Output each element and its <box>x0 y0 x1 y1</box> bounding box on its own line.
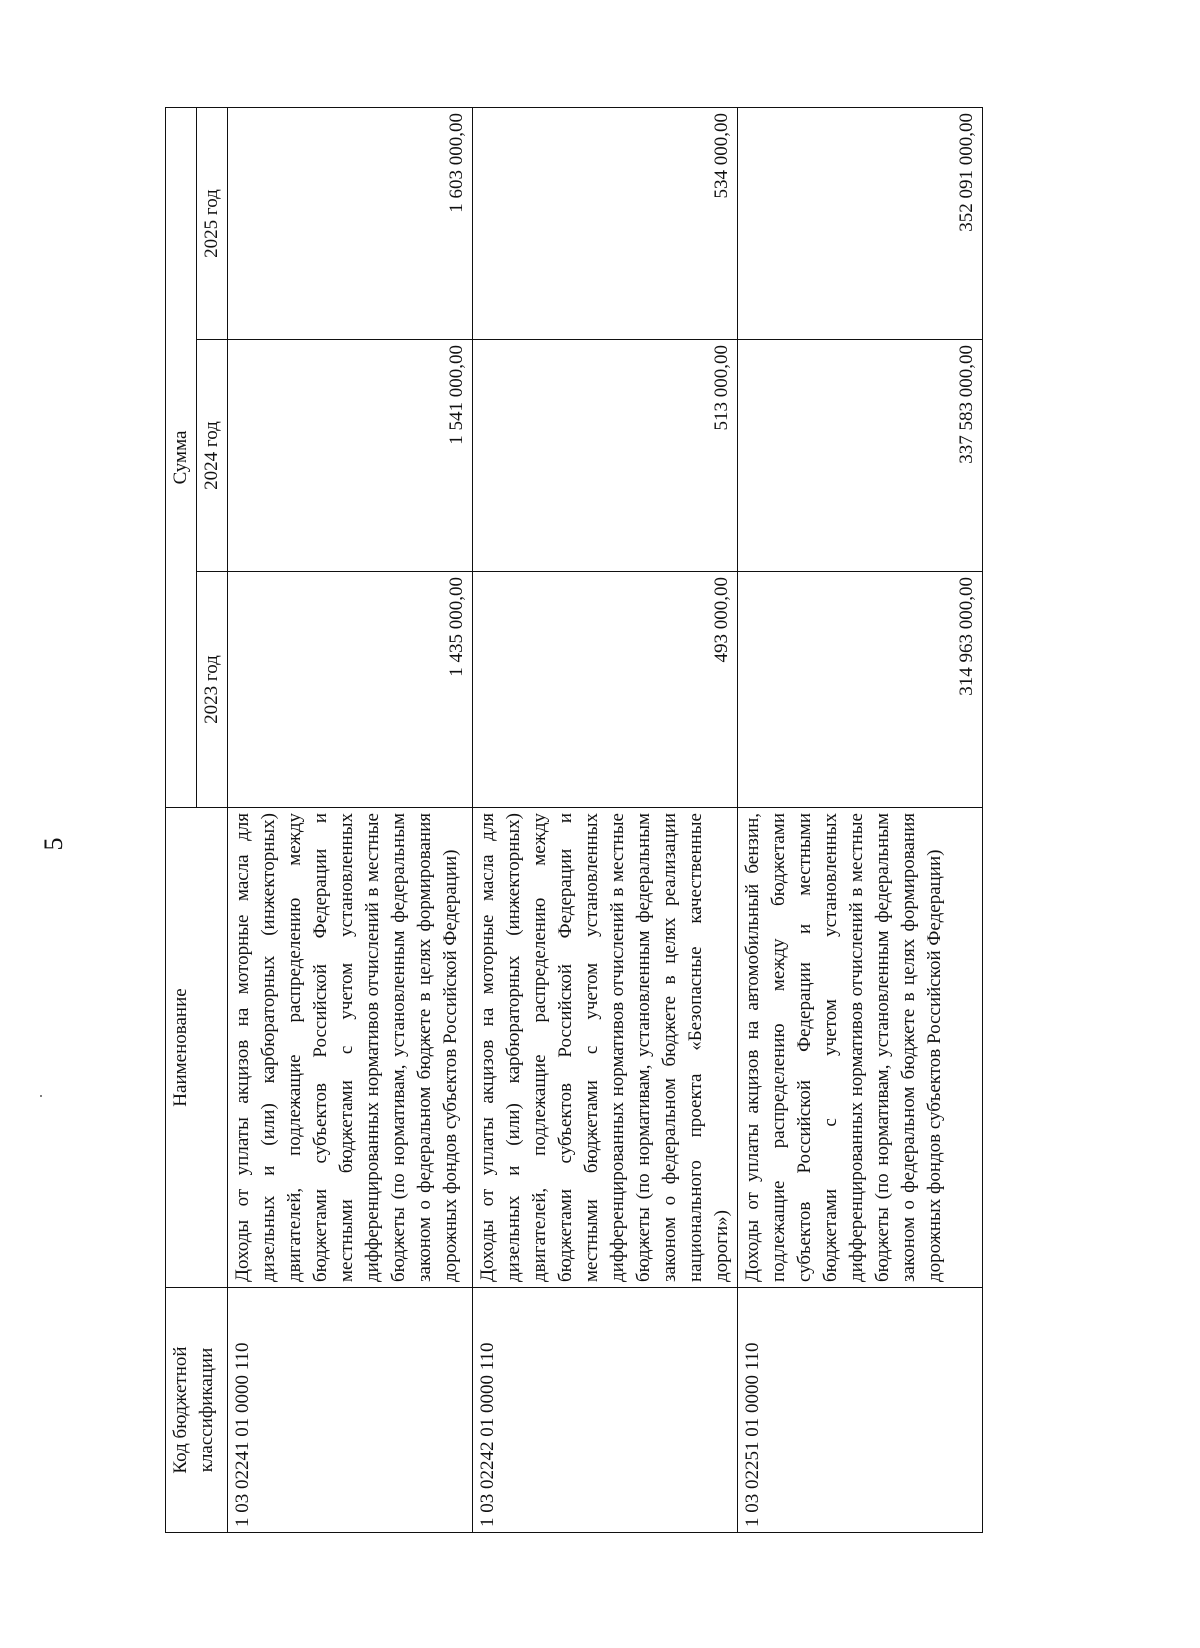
header-year-2023: 2023 год <box>197 572 228 808</box>
table-header-row <box>166 107 197 1532</box>
row-code: 1 03 02241 01 0000 110 <box>228 1288 473 1533</box>
row-value-2023: 493 000,00 <box>473 572 738 808</box>
row-value-2025: 534 000,00 <box>473 107 738 339</box>
row-value-2024: 1 541 000,00 <box>228 340 473 572</box>
row-name: Доходы от уплаты акцизов на моторные масла для дизельных и (или) карбюраторных (инжекторных) двигателей, подлежащие распределению между бюджетами субъектов Российской Федерации и местными бюджетами с учетом установленных дифференцированных нормативов отчислений в местные бюджеты (по нормативам, установленным федеральным законом о федеральном бюджете в целях реализации национального проекта «Безопасные качественные дороги») <box>473 808 738 1288</box>
row-value-2025: 1 603 000,00 <box>228 107 473 339</box>
scan-artifact <box>40 1095 42 1097</box>
header-year-2025: 2025 год <box>197 107 228 339</box>
row-value-2024: 337 583 000,00 <box>738 340 983 572</box>
row-value-2023: 1 435 000,00 <box>228 572 473 808</box>
header-year-2024: 2024 год <box>197 340 228 572</box>
row-code: 1 03 02242 01 0000 110 <box>473 1288 738 1533</box>
budget-table <box>165 107 983 1533</box>
header-code: Код бюджетной классификации <box>166 1288 228 1533</box>
table-row <box>228 107 473 1532</box>
row-value-2024: 513 000,00 <box>473 340 738 572</box>
table-row <box>738 107 983 1532</box>
budget-table-frame <box>165 108 977 1533</box>
row-value-2025: 352 091 000,00 <box>738 107 983 339</box>
row-value-2023: 314 963 000,00 <box>738 572 983 808</box>
row-code: 1 03 02251 01 0000 110 <box>738 1288 983 1533</box>
table-row <box>473 107 738 1532</box>
row-name: Доходы от уплаты акцизов на моторные масла для дизельных и (или) карбюраторных (инжекторных) двигателей, подлежащие распределению между бюджетами субъектов Российской Федерации и местными бюджетами с учетом установленных дифференцированных нормативов отчислений в местные бюджеты (по нормативам, установленным федеральным законом о федеральном бюджете в целях формирования дорожных фондов субъектов Российской Федерации) <box>228 808 473 1288</box>
page-number: 5 <box>39 837 68 851</box>
header-name: Наименование <box>166 808 228 1288</box>
header-sum: Сумма <box>166 107 197 807</box>
row-name: Доходы от уплаты акцизов на автомобильный бензин, подлежащие распределению между бюджетами субъектов Российской Федерации и местными бюджетами с учетом установленных дифференцированных нормативов отчислений в местные бюджеты (по нормативам, установленным федеральным законом о федеральном бюджете в целях формирования дорожных фондов субъектов Российской Федерации) <box>738 808 983 1288</box>
